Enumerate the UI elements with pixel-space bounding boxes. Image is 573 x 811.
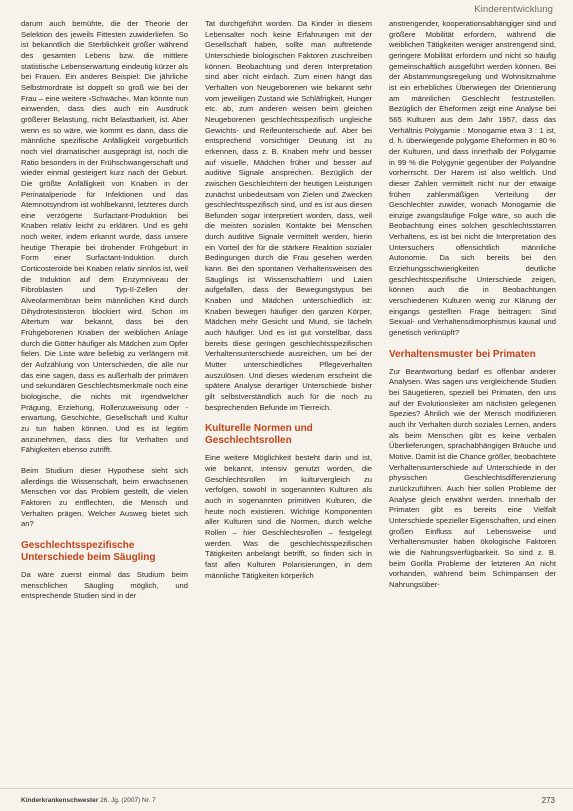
text-column-3 [389, 19, 556, 775]
paragraph: Zur Beantwortung bedarf es offenbar anderer Analysen. Was sagen uns vergleichende Studien bei Säugetieren, speziell bei Primaten, den uns auf der Evolutionsleiter am nächsten gelegenen Spezies? Ähnlich wie der Mensch modifizieren auch ihr Verhalten durch soziales Lernen, anders als beim Menschen gibt es keine verbalen Überlieferungen, sprachabhängigen Bräuche und Motive. Damit ist die Chance größer, beobachtete Verhaltensunterschiede auf Unterschiede in der physischen Geschlechtsdifferenzierung zurückzuführen. Auch hier sollen Probleme der Analyse gleich erwähnt werden. Innerhalb der Primaten gibt es bereits eine Vielfalt Unterschiede spezieller Eigenschaften, und einen großen Einfluss auf Lebensweise und Verhaltensmuster haben ökologische Faktoren wie die Nahrungsverfügbarkeit. So sind z. B. beim Gorilla Probleme der letzteren Art nicht vorhanden, während beim Schimpansen der Nahrungsüber- [389, 366, 556, 589]
paragraph: Da wäre zuerst einmal das Studium beim menschlichen Säugling möglich, und entsprechende Studien sind in der [21, 569, 188, 601]
journal-issue: 26. Jg. (2007) Nr. 7 [98, 797, 156, 804]
section-heading: Verhaltensmuster bei Primaten [389, 348, 536, 360]
page-footer [0, 788, 573, 811]
paragraph: Beim Studium dieser Hypothese sieht sich allerdings die Wissenschaft, beim erwachsenen Menschen vor das Problem gestellt, die vielen Faktoren zu entflechten, die Mensch und Verhalten prägen. Welcher Ausweg bietet sich an? [21, 465, 188, 529]
running-title: Kinderentwicklung [474, 4, 553, 15]
section-heading: Geschlechtsspezifische Unterschiede beim Säugling [21, 539, 156, 563]
paragraph: darum auch bemühte, die der Theorie der Selektion des jeweils Fittesten zuwiderliefen. So ist bekanntlich die Sterblichkeit größer während des gesamten Lebens bzw. die mittlere statistische Lebenserwartung eindeutig kürzer als bei Frauen. Ein anderes Beispiel: Die jährliche Selbstmordrate ist doppelt so groß wie bei der Frau – eine weitere ›Schwäche‹. Man könnte nun einwenden, dass dies auch ein Ausdruck größerer Belastung, nicht Belastbarkeit, ist. Aber wenn es so wäre, wie kommt es dann, dass die männliche spezifische Anfälligkeit vorgeburtlich noch viel dramatischer ausgeprägt ist, noch die Ratio besonders in der Frühschwangerschaft und wieder einmal gesteigert kurz nach der Geburt. Die größte Anfälligkeit von Knaben in der Perinatalperiode für Infektionen und das Atemnotsyndrom ist wohlbekannt, letzteres durch eine verzögerte Surfactant-Produktion bei Knaben relativ leicht zu erklären. Und es geht noch weiter, indem erkannt wurde, dass unsere heutige Therapie bei drohender Frühgeburt in Form einer Surfactant-Induktion durch Corticosteroide bei Knaben relativ sinnlos ist, weil die Induktion auf dem Enzymniveau der Fibroblasten und Typ-II-Zellen der Alveolarmembran beim männlichen Kind durch Dihydrotestosteron blockiert wird. Schon im Altertum war bekannt, dass bei den Frühgeborenen Knaben der weiblichen Anlage durch die Götter häufiger als Mädchen zum Opfer fielen. Die Liste wäre beliebig zu verlängern mit der Aufzählung von Unterschieden, die alle nur das eine sagen, dass es außerhalb der primären und sekundären Geschlechtsmerkmale noch eine biologische, die nichts mit irgendwelcher Prägung, Erziehung, Rollenzuweisung oder -erwartung, Geschichte, Gesellschaft und Kultur zu tun haben können. Und es ist legitim anzunehmen, dass dies für Verhalten und Fähigkeiten ebenso zutrifft. [21, 19, 188, 455]
paragraph: Tat durchgeführt worden. Da Kinder in diesem Lebensalter noch keine Erfahrungen mit der Gesellschaft haben, sollte man auftretende Unterschiede biologischen Faktoren zuschreiben können. Beobachtung und deren Interpretation sind aber nicht einfach. Zum einen hängt das Verhalten von Neugeborenen wie bekannt sehr vom jeweiligen Zustand wie Schläfrigkeit, Hunger etc. ab, zum anderen weisen beim gleichen Neugeborenen geschlechtsspezifisch ungleiche Gewichts- und Reifeunterschiede auf. Aber bei entsprechend vorsichtiger Deutung ist zu erkennen, dass z. B. Knaben mehr und besser auf visuelle, Mädchen früher und besser auf auditive Signale ansprechen. Bezüglich der zwischen Geschlechtern der heutigen Leistungen zunächst unbedeutsam von Zielen und Zwecken geschlechtsspezifisch sind, und es ist aus diesen Befunden sogar interpretiert worden, dass, weil die meisten sozialen Kontakte bei Menschen durch auditive Signale vermittelt werden, hierin ein Vorteil der für die stärkere Reaktion sozialer Bedingungen durch die Frau gesehen werden kann. Bei den spontanen Verhaltensweisen des Säuglings ist Wissenschaftlern und Laien aufgefallen, dass der Bewegungstypus bei Knaben und Mädchen unterschiedlich ist: Knaben bewegen häufiger den ganzen Körper, Mädchen mehr Gesicht und Mund, sie lächeln auch häufiger. Und es ist gut vorstellbar, dass bereits diese geringen geschlechtsspezifischen Verhaltensunterschiede ausreichen, um bei der Mutter unterschiedliches Pflegeverhalten auszulösen. Und dieses wiederum erscheint die spätere Analyse derartiger Unterschiede bisher gilt selbstverständlich auch für die noch zu besprechenden Befunde im Tierreich. [205, 19, 372, 412]
section-heading: Kulturelle Normen und Geschlechtsrollen [205, 423, 313, 447]
paragraph: anstrengender, kooperationsabhängiger sind und größere Mobilität erfordern, während die weiblichen Tätigkeiten weniger anstrengend sind, geringere Mobilität erfordern und nicht so häufig gemeinschaftlich ausgeführt werden können. Bei der Abstammungsregelung und Wohnsitznahme ist ein erhebliches Überwiegen der Orientierung am männlichen Geschlecht festzustellen. Bezüglich der Eheformen zeigt eine Analyse bei 565 Kulturen aus dem Jahr 1957, dass das Verhältnis Polygamie : Monogamie etwa 3 : 1 ist, d. h. überwiegende polygame Eheformen in 80 % der Kulturen, und dass innerhalb der Polygamie in 99 % die Polygynie gegenüber der Polyandrie vorherrscht. Der Harem ist also weltlich. Und dieser Zahlen vermittelt nicht nur der etwaige frühen zahlenmäßigen Verteilung der Geschlechter zuwider, wonach Monogamie die einzige zwangsläufige Folge wäre, so auch die Beobachtung eines solchen geschlechtsstarren Verhaltens, es ist bei nicht die Interpretation des Untersuchers offensichtlich männliche Autonomie. Da sich bereits bei den Erziehungsschwierigkeiten deutliche geschlechtsspezifische Unterschiede zeigen, können auch die in Beobachtungen verschiedenen Kulturen wenig zur Klärung der eingangs gestellten Frage beitragen: Sind Sexual- und Verhaltensdimorphismus kausal und genetisch verknüpft? [389, 19, 556, 338]
paragraph: Eine weitere Möglichkeit besteht darin und ist, wie bekannt, intensiv genutzt worden, die Geschlechtsrollen im kulturvergleich zu verfolgen, sowohl in sogenannten Kulturen als auch in sogenannten primitiven Kulturen, die heute noch existieren. Wichtige Komponenten aller Kulturen sind die Normen, durch welche Rollen – hier Geschlechtsrollen – festgelegt werden. Was die geschlechtsspezifischen Tätigkeiten anbelangt betrifft, so finden sich in fast allen Kulturen Polarisierungen, in dem männliche Tätigkeiten körperlich [205, 453, 372, 580]
text-column-1 [21, 19, 188, 775]
journal-name: Kinderkrankenschwester [21, 797, 99, 804]
page-number: 273 [541, 796, 555, 805]
journal-citation [21, 797, 156, 804]
text-column-2 [205, 19, 372, 775]
